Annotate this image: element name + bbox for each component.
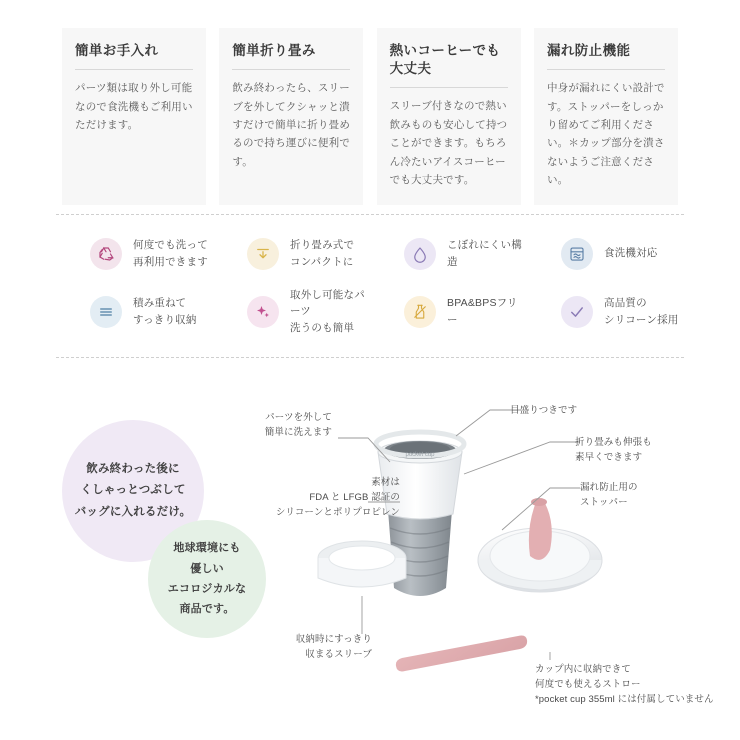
feature-icon-item	[213, 287, 370, 337]
feature-icon-item	[527, 237, 684, 271]
card-title: 漏れ防止機能	[547, 42, 665, 70]
card-title: 簡単折り畳み	[232, 42, 350, 70]
callout-scale: 目盛りつきです	[510, 405, 578, 416]
callout-stopper: 漏れ防止用の ストッパー	[580, 482, 638, 509]
feature-icon-grid	[56, 214, 684, 358]
feature-card	[62, 28, 206, 205]
feature-card	[377, 28, 521, 205]
sleeve-ring-graphic	[318, 541, 406, 587]
feature-icon-row	[56, 237, 684, 271]
feature-card-list	[62, 28, 678, 205]
feature-icon-label: 高品質の シリコーン採用	[604, 296, 679, 326]
feature-card	[534, 28, 678, 205]
feature-icon-label: 折り畳み式で コンパクトに	[290, 239, 355, 268]
feature-icon-label: 何度でも洗って 再利用できます	[133, 239, 208, 268]
feature-icon-item	[370, 287, 527, 337]
callout-fold-stretch: 折り畳みも伸張も 素早くできます	[575, 437, 652, 464]
fold-down-icon	[247, 238, 279, 270]
bpa-free-icon	[404, 296, 436, 328]
feature-card	[219, 28, 363, 205]
product-illustration-section	[0, 380, 740, 740]
card-title: 簡単お手入れ	[75, 42, 193, 70]
card-body: 中身が漏れにくい設計です。ストッパーをしっかり留めてご利用ください。＊カップ部分を潰さないようご注意ください。	[546, 82, 665, 187]
sparkle-icon	[247, 296, 279, 328]
svg-text:pocket cup: pocket cup	[405, 452, 435, 458]
highlight-blob-green	[148, 520, 266, 638]
straw-graphic	[396, 636, 527, 672]
feature-icon-item	[56, 237, 213, 271]
lid-graphic	[478, 498, 602, 592]
card-body: パーツ類は取り外し可能なので食洗機もご利用いただけます。	[75, 82, 193, 131]
feature-icon-label: BPA&BPSフリー	[447, 296, 518, 326]
feature-icon-label: 取外し可能なパーツ 洗うのも簡単	[290, 288, 365, 335]
feature-icon-row	[56, 287, 684, 337]
card-title: 熱いコーヒーでも大丈夫	[390, 42, 508, 88]
feature-icon-label: こぼれにくい構造	[447, 239, 522, 268]
recycle-icon	[90, 238, 122, 270]
card-body: スリーブ付きなので熱い飲みものも安心して持つことができます。もちろん冷たいアイスコーヒーでも大丈夫です。	[389, 100, 508, 186]
blob-purple-text: 飲み終わった後に くしゃっとつぶして バッグに入れるだけ。	[74, 463, 192, 518]
stack-icon	[90, 296, 122, 328]
dishwasher-icon	[561, 238, 593, 270]
callout-sleeve: 収納時にすっきり 収まるスリーブ	[295, 634, 372, 661]
callout-material: 素材は FDA と LFGB 認証の シリコーンとポリプロピレン	[275, 477, 400, 519]
callout-straw: カップ内に収納できて 何度でも使えるストロー *pocket cup 355ml には付属していません	[535, 664, 714, 706]
feature-icon-item	[370, 237, 527, 271]
feature-icon-item	[56, 287, 213, 337]
blob-green-text: 地球環境にも 優しい エコロジカルな 商品です。	[167, 542, 247, 616]
feature-icon-item	[213, 237, 370, 271]
feature-icon-item	[527, 287, 684, 337]
feature-icon-label: 積み重ねて すっきり収納	[133, 296, 197, 326]
card-body: 飲み終わったら、スリーブを外してクシャッと潰すだけで簡単に折り畳めるので持ち運びに便利です。	[232, 82, 351, 168]
callout-wash-parts: パーツを外して 簡単に洗えます	[264, 412, 332, 439]
check-icon	[561, 296, 593, 328]
drop-icon	[404, 238, 436, 270]
feature-icon-label: 食洗機対応	[604, 247, 658, 260]
